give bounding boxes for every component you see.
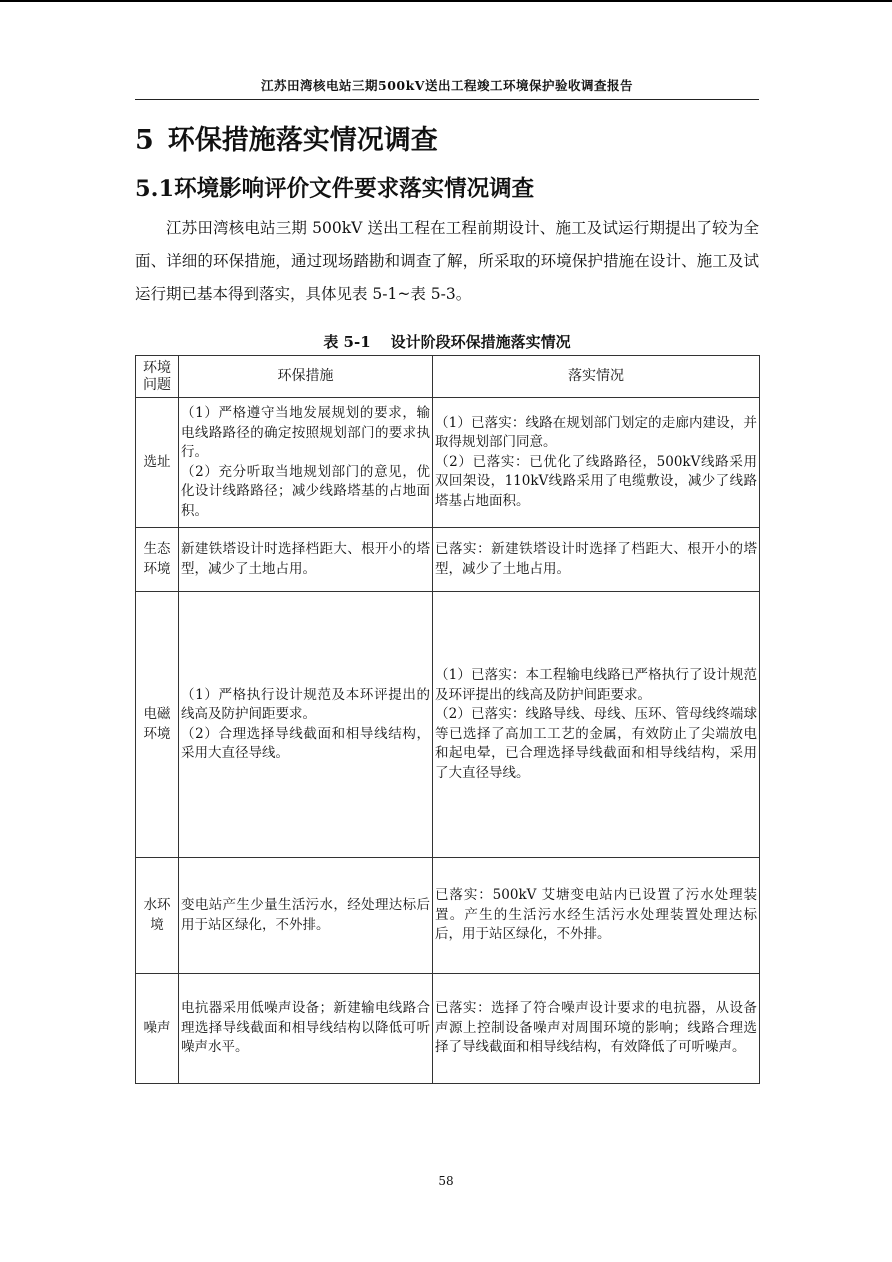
table-caption-number: 表 5-1 bbox=[323, 333, 371, 351]
row-issue: 水环境 bbox=[136, 858, 179, 974]
body-paragraph: 江苏田湾核电站三期 500kV 送出工程在工程前期设计、施工及试运行期提出了较为全面、详细的环保措施，通过现场踏勘和调查了解，所采取的环境保护措施在设计、施工及试运行期已基本得到落实，具体见表 5-1~表 5-3。 bbox=[135, 219, 759, 303]
row-issue: 电磁环境 bbox=[136, 592, 179, 858]
cell-paragraph: （2）已落实：已优化了线路路径，500kV线路采用双回架设，110kV线路采用了电缆敷设，减少了线路塔基占地面积。 bbox=[435, 453, 757, 509]
cell-paragraph: （1）严格执行设计规范及本环评提出的线高及防护间距要求。 bbox=[181, 686, 430, 722]
table-row bbox=[136, 398, 760, 528]
row-measure bbox=[179, 398, 433, 528]
section-heading bbox=[135, 118, 438, 157]
measures-table bbox=[135, 355, 760, 1084]
cell-paragraph: （1）严格遵守当地发展规划的要求，输电线路路径的确定按照规划部门的要求执行。 bbox=[181, 405, 430, 460]
row-measure: 电抗器采用低噪声设备；新建输电线路合理选择导线截面和相导线结构以降低可听噪声水平。 bbox=[179, 974, 433, 1084]
row-status bbox=[433, 592, 760, 858]
cell-paragraph: （2）已落实：线路导线、母线、压环、管母线终端球等已选择了高加工工艺的金属，有效防止了尖端放电和起电晕，已合理选择导线截面和相导线结构，采用了大直径导线。 bbox=[435, 706, 757, 781]
table-row bbox=[136, 528, 760, 592]
row-status: 已落实：500kV 艾塘变电站内已设置了污水处理装置。产生的生活污水经生活污水处理装置处理达标后，用于站区绿化，不外排。 bbox=[433, 858, 760, 974]
row-measure bbox=[179, 592, 433, 858]
header-rule bbox=[135, 99, 759, 100]
header-issue: 环境问题 bbox=[136, 356, 179, 398]
row-issue: 噪声 bbox=[136, 974, 179, 1084]
page-number: 58 bbox=[438, 1174, 454, 1188]
top-border-line bbox=[0, 0, 892, 2]
cell-paragraph: （2）合理选择导线截面和相导线结构，采用大直径导线。 bbox=[181, 725, 430, 761]
header-status: 落实情况 bbox=[433, 356, 760, 398]
row-measure: 新建铁塔设计时选择档距大、根开小的塔型，减少了土地占用。 bbox=[179, 528, 433, 592]
row-measure: 变电站产生少量生活污水，经处理达标后用于站区绿化，不外排。 bbox=[179, 858, 433, 974]
section-number: 5 bbox=[135, 125, 154, 156]
table-caption-title: 设计阶段环保措施落实情况 bbox=[390, 333, 571, 351]
cell-paragraph: （1）已落实：线路在规划部门划定的走廊内建设，并取得规划部门同意。 bbox=[435, 414, 757, 451]
row-issue: 生态环境 bbox=[136, 528, 179, 592]
section-title: 环保措施落实情况调查 bbox=[167, 125, 438, 156]
subsection-heading: 5.1环境影响评价文件要求落实情况调查 bbox=[135, 176, 535, 202]
row-issue: 选址 bbox=[136, 398, 179, 528]
row-status: 已落实：新建铁塔设计时选择了档距大、根开小的塔型，减少了土地占用。 bbox=[433, 528, 760, 592]
table-header-row bbox=[136, 356, 760, 398]
header-measure: 环保措施 bbox=[179, 356, 433, 398]
table-row bbox=[136, 974, 760, 1084]
table-caption bbox=[135, 331, 759, 352]
cell-paragraph: （2）充分听取当地规划部门的意见，优化设计线路路径；减少线路塔基的占地面积。 bbox=[181, 463, 430, 519]
running-header: 江苏田湾核电站三期500kV送出工程竣工环境保护验收调查报告 bbox=[261, 78, 633, 93]
row-status bbox=[433, 398, 760, 528]
cell-paragraph: （1）已落实：本工程输电线路已严格执行了设计规范及环评提出的线高及防护间距要求。 bbox=[435, 667, 757, 703]
table-row bbox=[136, 858, 760, 974]
row-status: 已落实：选择了符合噪声设计要求的电抗器，从设备声源上控制设备噪声对周围环境的影响；线路合理选择了导线截面和相导线结构，有效降低了可听噪声。 bbox=[433, 974, 760, 1084]
table-row bbox=[136, 592, 760, 858]
